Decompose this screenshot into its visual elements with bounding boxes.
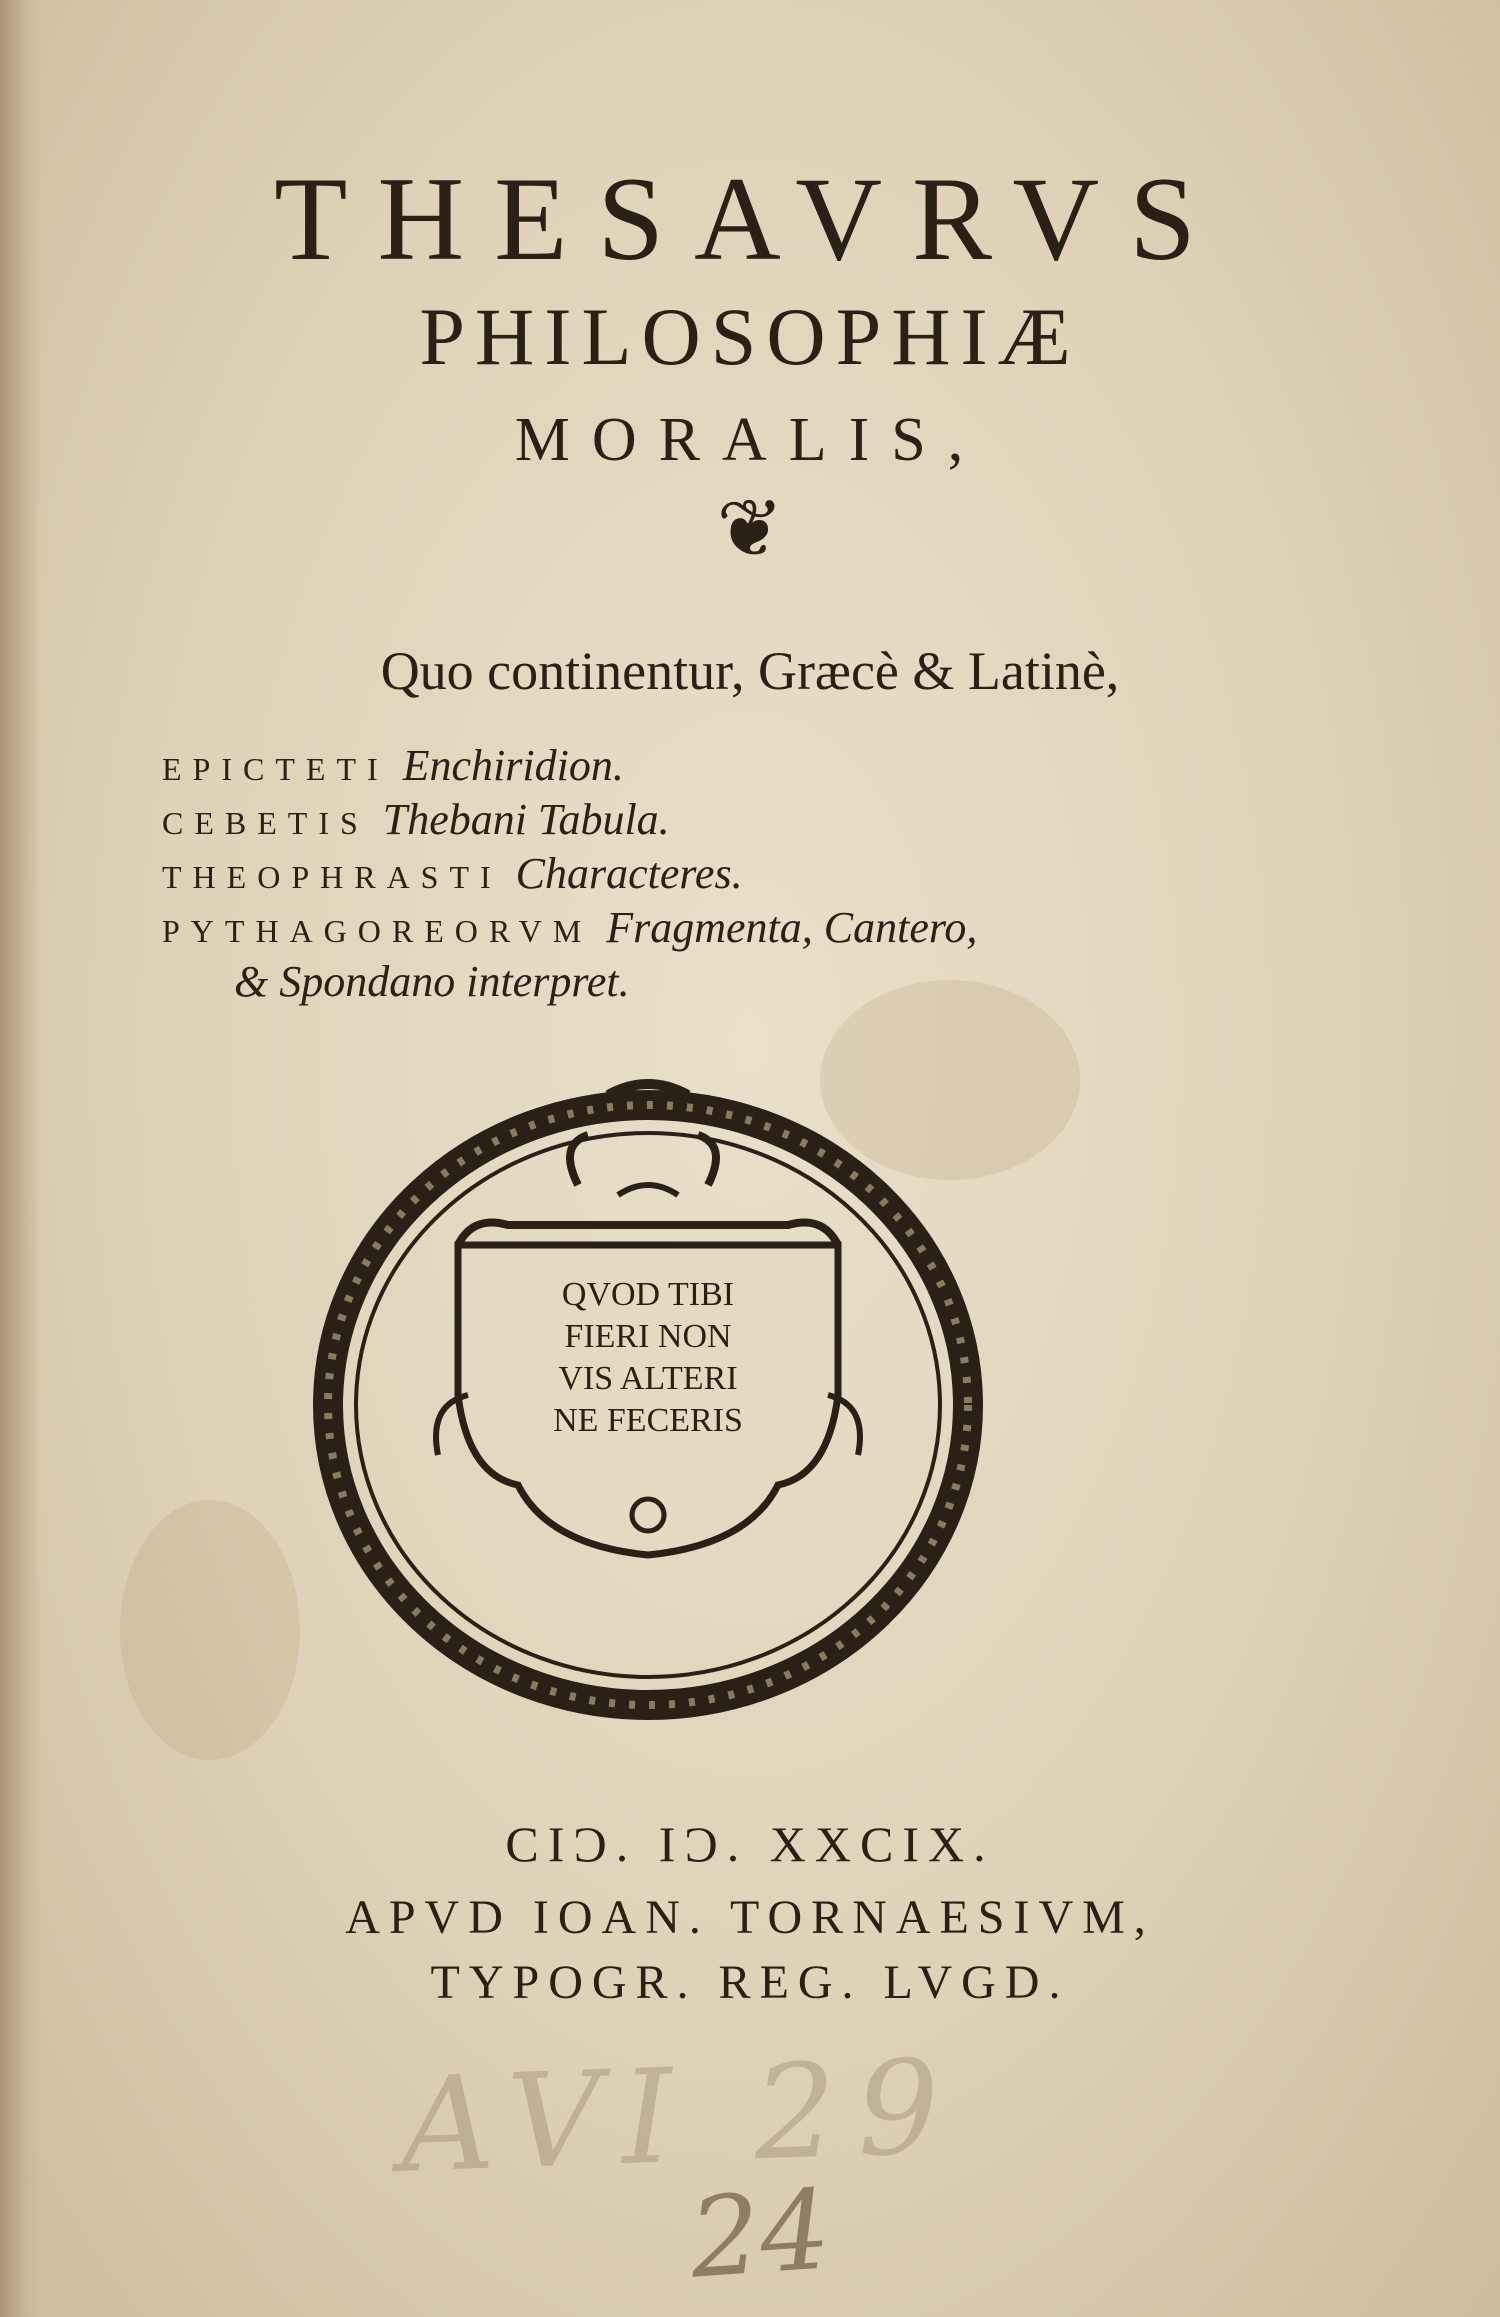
subtitle: Quo continentur, Græcè & Latinè, xyxy=(380,641,1120,701)
contents-work: Fragmenta, Cantero, xyxy=(606,903,978,952)
motto-line-3: VIS ALTERI xyxy=(558,1360,738,1397)
contents-work: Enchiridion. xyxy=(402,741,624,790)
motto-line-1: QVOD TIBI xyxy=(561,1276,735,1313)
motto-line-2: FIERI NON xyxy=(564,1318,732,1355)
fleuron-ornament: ❦ xyxy=(716,486,784,574)
printers-device-serpent-emblem xyxy=(308,1075,988,1725)
motto-line-4: NE FECERIS xyxy=(553,1402,743,1439)
title-line-1: THESAVRVS xyxy=(274,152,1226,285)
contents-work: Thebani Tabula. xyxy=(382,795,670,844)
contents-item xyxy=(162,794,977,848)
contents-continuation xyxy=(162,956,977,1010)
imprint-printer: APVD IOAN. TORNAESIVM, xyxy=(345,1891,1155,1944)
contents-translators: & Spondano interpret. xyxy=(234,957,630,1006)
imprint-location: TYPOGR. REG. LVGD. xyxy=(430,1956,1070,2009)
ribbon-knot xyxy=(618,1185,678,1195)
contents-list xyxy=(162,740,977,1010)
cartouche-scrolls xyxy=(570,1135,716,1185)
paper-stain xyxy=(120,1500,300,1760)
title-line-2: PHILOSOPHIÆ xyxy=(419,291,1081,382)
contents-author: THEOPHRASTI xyxy=(162,859,502,895)
contents-item xyxy=(162,740,977,794)
contents-work: Characteres. xyxy=(515,849,743,898)
ink-manuscript-number: 24 xyxy=(685,2165,835,2303)
contents-author: EPICTETI xyxy=(162,751,389,787)
imprint-date: CIƆ. IƆ. XXCIX. xyxy=(505,1816,995,1872)
title-line-3: MORALIS, xyxy=(514,406,986,474)
contents-author: CEBETIS xyxy=(162,805,369,841)
contents-author: PYTHAGOREORVM xyxy=(162,913,593,949)
faint-manuscript-shelfmark: AVI 29 xyxy=(397,2030,962,2202)
contents-item xyxy=(162,902,977,956)
contents-item xyxy=(162,848,977,902)
